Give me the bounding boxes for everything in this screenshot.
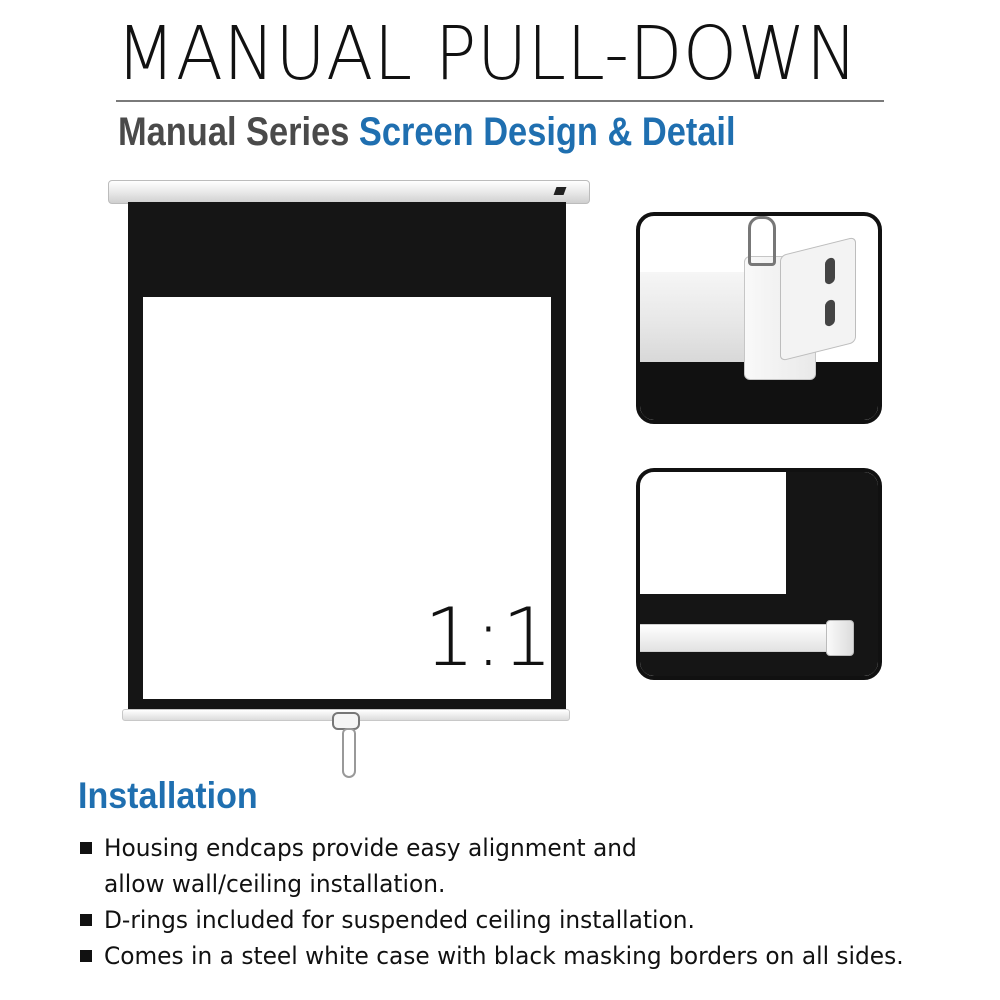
pull-ring-icon [342, 728, 356, 778]
installation-list [80, 830, 980, 974]
viewing-surface-corner [640, 472, 786, 594]
square-bullet-icon [80, 950, 92, 962]
bullet-text-line: allow wall/ceiling installation. [104, 870, 446, 898]
bracket-slot [825, 299, 835, 327]
subtitle [118, 107, 736, 157]
corner-detail-photo [636, 468, 882, 680]
list-item [80, 830, 980, 902]
d-ring-hook-icon [748, 216, 776, 266]
bar-endcap [826, 620, 854, 656]
screen-case [108, 180, 590, 204]
bullet-text-line: D-rings included for suspended ceiling installation. [104, 906, 695, 934]
bullet-text-line: Comes in a steel white case with black masking borders on all sides. [104, 942, 904, 970]
subtitle-series: Manual Series [118, 110, 350, 154]
page-title: MANUAL PULL-DOWN [116, 11, 858, 97]
bracket-slot [825, 257, 835, 285]
housing-case [640, 272, 750, 362]
square-bullet-icon [80, 914, 92, 926]
title-divider [116, 100, 884, 102]
subtitle-detail: Screen Design & Detail [358, 110, 736, 154]
bottom-weight-bar [640, 624, 830, 652]
brand-logo-icon [554, 187, 567, 195]
installation-heading: Installation [78, 775, 258, 816]
list-item [80, 938, 980, 974]
list-item [80, 902, 980, 938]
endcap-detail-photo [636, 212, 882, 424]
bullet-text-line: Housing endcaps provide easy alignment and [104, 834, 637, 862]
aspect-ratio-label: 1:1 [424, 591, 553, 684]
mounting-bracket [780, 237, 856, 362]
square-bullet-icon [80, 842, 92, 854]
